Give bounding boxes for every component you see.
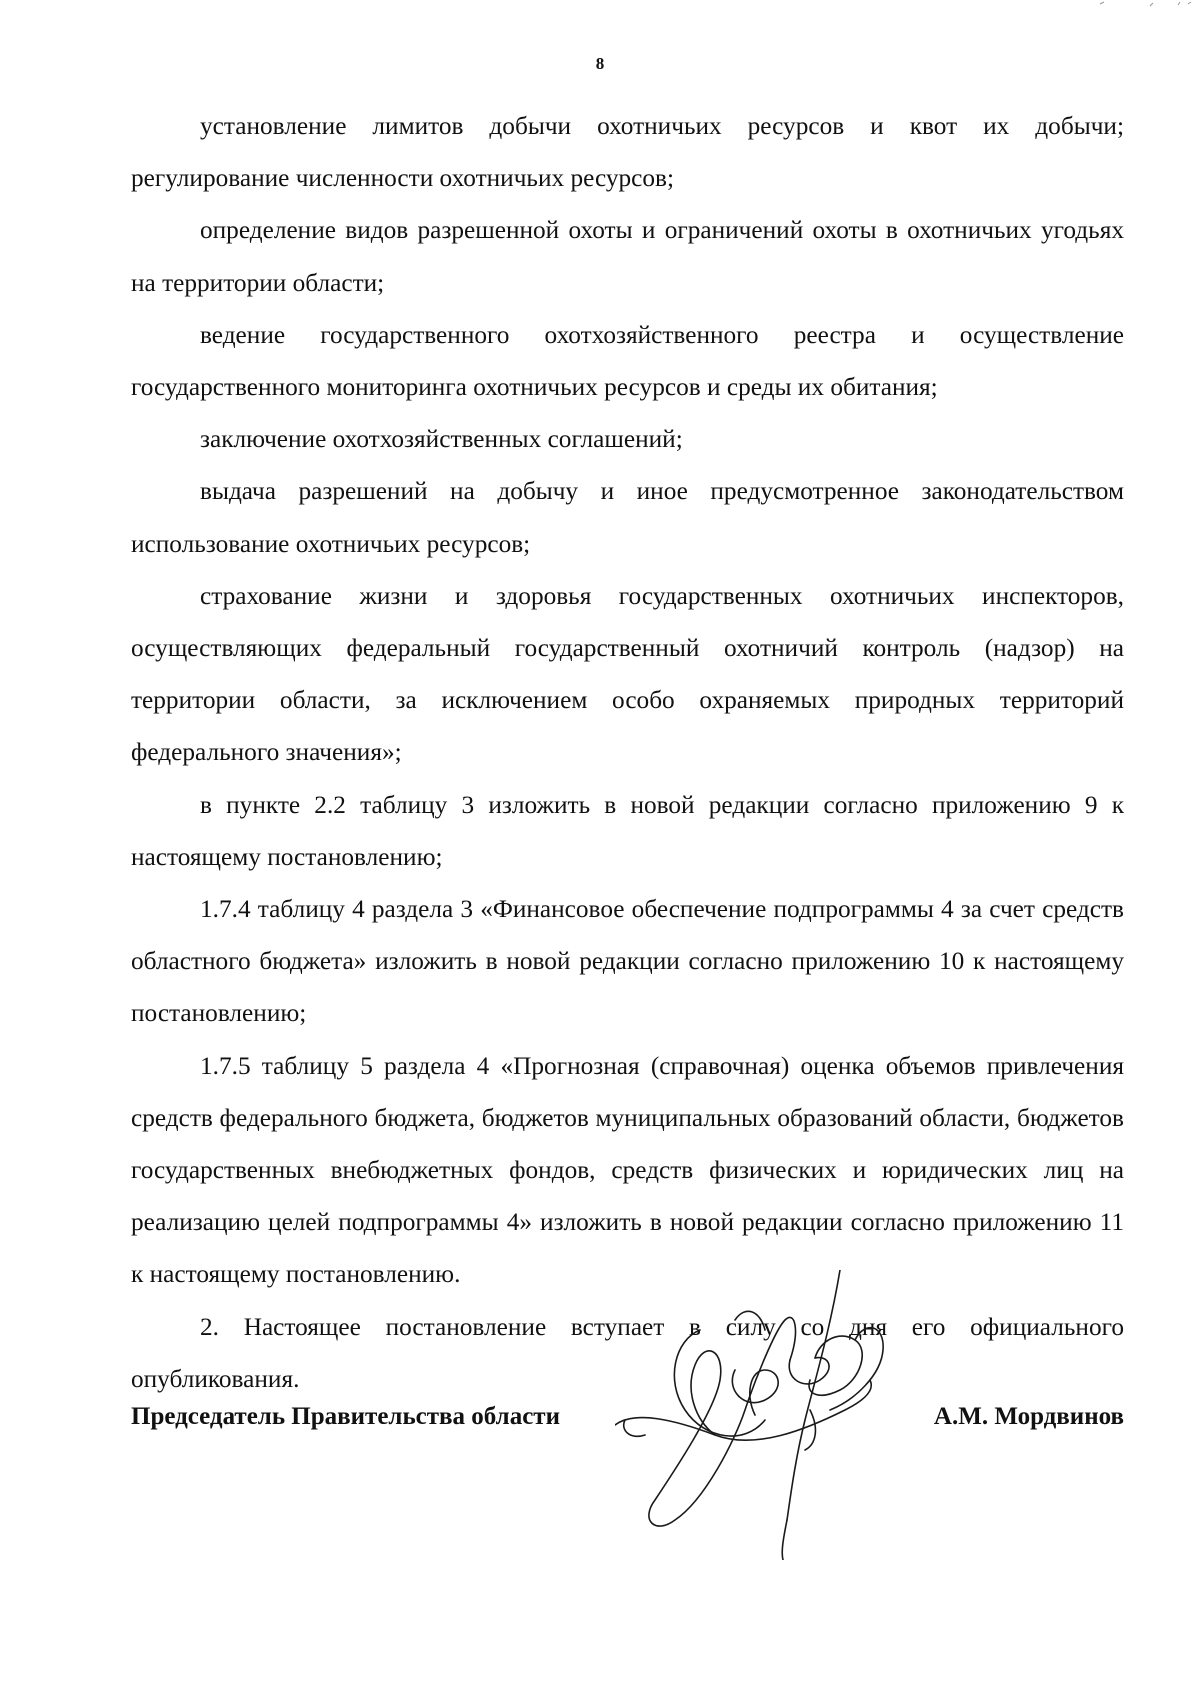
paragraph-1-7-5: 1.7.5 таблицу 5 раздела 4 «Прогнозная (справочная) оценка объемов привлечения средств федерального бюджета, бюджетов муниципальных образований области, бюджетов государственных внебюджетных фондов, средств физических и юридических лиц на реализацию целей подпрограммы 4» изложить в новой редакции согласно приложению 11 к настоящему постановлению. bbox=[131, 1051, 1124, 1289]
document-body bbox=[131, 100, 1124, 1405]
signatory-name: А.М. Мордвинов bbox=[933, 1403, 1124, 1430]
paragraph-agreements: заключение охотхозяйственных соглашений; bbox=[200, 425, 683, 454]
paragraph-permits: выдача разрешений на добычу и иное предусмотренное законодательством использование охотничьих ресурсов; bbox=[131, 477, 1124, 558]
signatory-position: Председатель Правительства области bbox=[131, 1403, 560, 1430]
page-number: 8 bbox=[595, 54, 605, 73]
paragraph-registry-monitoring: ведение государственного охотхозяйственного реестра и осуществление государственного мониторинга охотничьих ресурсов и среды их обитания; bbox=[131, 320, 1124, 402]
paragraph-effective-date: 2. Настоящее постановление вступает в силу со дня его официального опубликования. bbox=[131, 1312, 1124, 1393]
paragraph-point-2-2: в пункте 2.2 таблицу 3 изложить в новой редакции согласно приложению 9 к настоящему постановлению; bbox=[131, 790, 1124, 871]
scan-corner-marks bbox=[1080, 0, 1200, 20]
signature-block bbox=[131, 1403, 1124, 1443]
paragraph-insurance: страхование жизни и здоровья государственных охотничьих инспекторов, осуществляющих федеральный государственный охотничий контроль (надзор) на территории области, за исключением особо охраняемых природных территорий федерального значения»; bbox=[131, 581, 1124, 767]
paragraph-1-7-4: 1.7.4 таблицу 4 раздела 3 «Финансовое обеспечение подпрограммы 4 за счет средств областного бюджета» изложить в новой редакции согласно приложению 10 к настоящему постановлению; bbox=[131, 895, 1124, 1028]
paragraph-hunting-limits: установление лимитов добычи охотничьих ресурсов и квот их добычи; регулирование численности охотничьих ресурсов; bbox=[131, 112, 1124, 193]
paragraph-hunting-types: определение видов разрешенной охоты и ограничений охоты в охотничьих угодьях на территории области; bbox=[131, 216, 1124, 297]
